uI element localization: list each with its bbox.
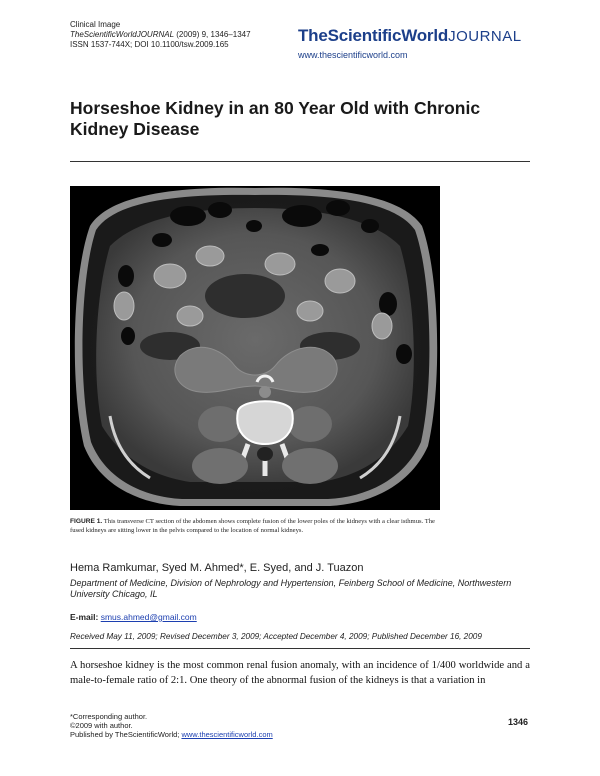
copyright-note: ©2009 with author. <box>70 721 133 731</box>
figure-caption <box>70 518 450 535</box>
journal-logo <box>298 26 522 46</box>
logo-url[interactable]: www.thescientificworld.com <box>298 50 408 60</box>
publisher-line <box>70 730 273 739</box>
journal-name: TheScientificWorldJOURNAL <box>70 30 175 39</box>
citation: (2009) 9, 1346–1347 <box>174 30 251 39</box>
body-paragraph: A horseshoe kidney is the most common renal fusion anomaly, with an incidence of 1/400 worldwide and a male-to-female ratio of 2:1. One theory of the abnormal fusion of the kidneys is that a variation in <box>70 660 530 686</box>
affiliation: Department of Medicine, Division of Nephrology and Hypertension, Feinberg School of Medicine, Northwestern University Chicago, IL <box>70 578 512 599</box>
corresponding-note: *Corresponding author. <box>70 712 148 721</box>
ct-scan-figure <box>70 186 440 510</box>
email-line <box>70 612 197 622</box>
publication-dates: Received May 11, 2009; Revised December 3, 2009; Accepted December 4, 2009; Published December 16, 2009 <box>70 632 482 641</box>
page-number: 1346 <box>508 717 529 727</box>
dates-divider <box>70 648 530 649</box>
footnote <box>70 712 273 740</box>
author-list: Hema Ramkumar, Syed M. Ahmed*, E. Syed, and J. Tuazon <box>70 562 364 574</box>
ct-scan-image <box>70 186 440 510</box>
figure-label: FIGURE 1. <box>70 518 103 525</box>
publisher-text: Published by TheScientificWorld; <box>70 730 182 740</box>
email-label: E-mail: <box>70 612 99 622</box>
journal-header <box>70 20 251 50</box>
logo-main: TheScientificWorld <box>298 26 449 45</box>
title-divider <box>70 161 530 162</box>
logo-journal: JOURNAL <box>448 28 522 45</box>
publisher-link[interactable]: www.thescientificworld.com <box>181 730 273 740</box>
issn-doi: ISSN 1537-744X; DOI 10.1100/tsw.2009.165 <box>70 40 229 49</box>
email-link[interactable]: smus.ahmed@gmail.com <box>100 612 197 622</box>
citation-line <box>70 30 251 40</box>
article-title: Horseshoe Kidney in an 80 Year Old with Chronic Kidney Disease <box>70 98 481 139</box>
article-type: Clinical Image <box>70 20 121 29</box>
figure-caption-text: This transverse CT section of the abdomen shows complete fusion of the lower poles of the kidneys with a clear isthmus. The fused kidneys are sitting lower in the pelvis compared to the location of normal kidneys. <box>70 518 435 534</box>
